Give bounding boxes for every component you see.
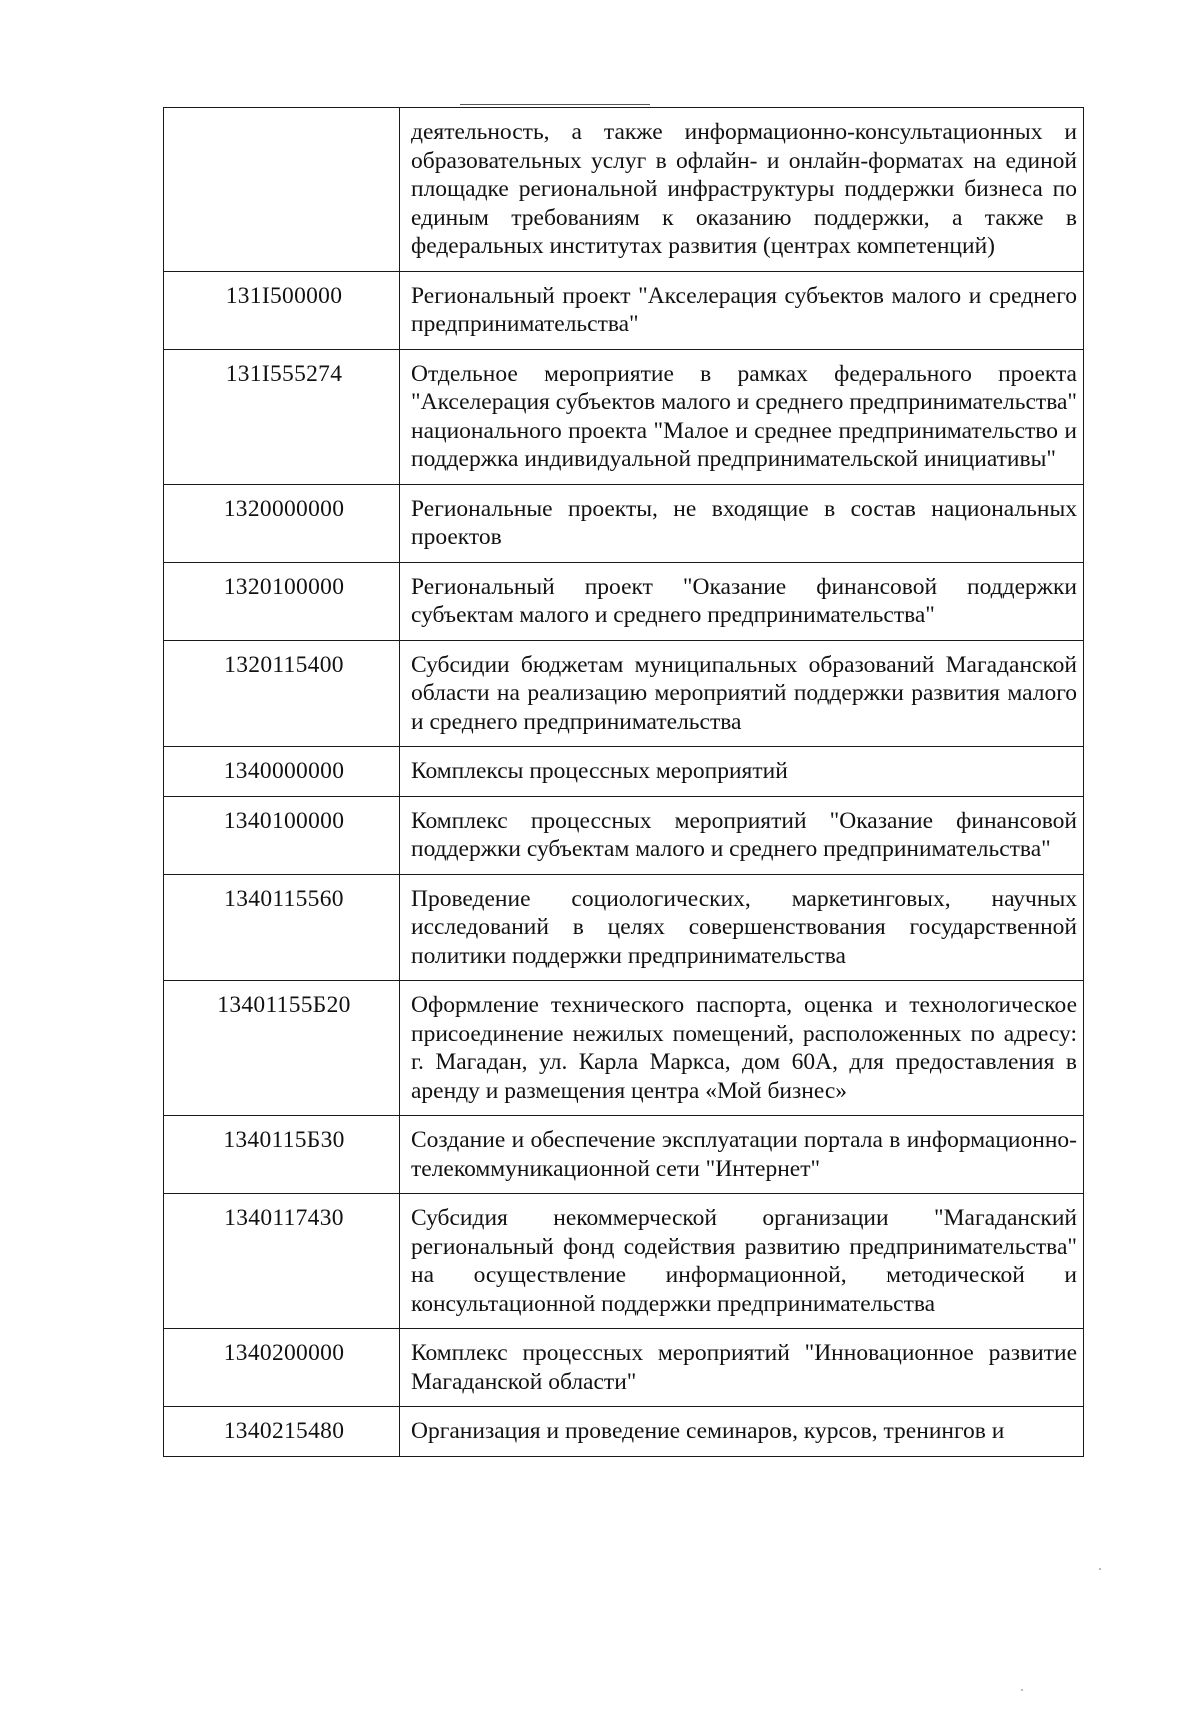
row-description: Комплексы процессных мероприятий — [400, 747, 1084, 797]
row-description: Региональный проект "Акселерация субъектов малого и среднего предпринимательства" — [400, 271, 1084, 349]
row-description: Проведение социологических, маркетинговых, научных исследований в целях совершенствования государственной политики поддержки предпринимательства — [400, 874, 1084, 981]
row-code: 1340100000 — [164, 796, 400, 874]
row-description: Региональные проекты, не входящие в состав национальных проектов — [400, 484, 1084, 562]
row-code — [164, 108, 400, 272]
table-row — [164, 747, 1084, 797]
scan-speck — [1099, 1568, 1101, 1570]
table-row — [164, 1116, 1084, 1194]
row-description: Комплекс процессных мероприятий "Оказание финансовой поддержки субъектам малого и среднего предпринимательства" — [400, 796, 1084, 874]
row-code: 131I500000 — [164, 271, 400, 349]
row-description: Комплекс процессных мероприятий "Инновационное развитие Магаданской области" — [400, 1329, 1084, 1407]
row-code: 1340117430 — [164, 1194, 400, 1329]
row-description: Отдельное мероприятие в рамках федерального проекта "Акселерация субъектов малого и среднего предпринимательства" национального проекта "Малое и среднее предпринимательство и поддержка индивидуальной предпринимательской инициативы" — [400, 349, 1084, 484]
row-description: Создание и обеспечение эксплуатации портала в информационно-телекоммуникационной сети "Интернет" — [400, 1116, 1084, 1194]
table-row — [164, 349, 1084, 484]
table-row — [164, 874, 1084, 981]
row-code: 131I555274 — [164, 349, 400, 484]
row-description: деятельность, а также информационно-консультационных и образовательных услуг в офлайн- и онлайн-форматах на единой площадке региональной инфраструктуры поддержки бизнеса по единым требованиям к оказанию поддержки, а также в федеральных институтах развития (центрах компетенций) — [400, 108, 1084, 272]
row-code: 1340115560 — [164, 874, 400, 981]
table-row — [164, 1407, 1084, 1457]
row-code: 1320100000 — [164, 562, 400, 640]
budget-codes-table — [163, 107, 1084, 1457]
table-row — [164, 108, 1084, 272]
row-code: 1320000000 — [164, 484, 400, 562]
row-description: Субсидии бюджетам муниципальных образований Магаданской области на реализацию мероприятий поддержки развития малого и среднего предпринимательства — [400, 640, 1084, 747]
row-description: Оформление технического паспорта, оценка и технологическое присоединение нежилых помещений, расположенных по адресу: г. Магадан, ул. Карла Маркса, дом 60А, для предоставления в аренду и размещения центра «Мой бизнес» — [400, 981, 1084, 1116]
table-row — [164, 981, 1084, 1116]
table-row — [164, 484, 1084, 562]
row-code: 1340215480 — [164, 1407, 400, 1457]
row-code: 1340115Б30 — [164, 1116, 400, 1194]
table-row — [164, 796, 1084, 874]
table-row — [164, 640, 1084, 747]
row-code: 13401155Б20 — [164, 981, 400, 1116]
table-row — [164, 1329, 1084, 1407]
table-row — [164, 562, 1084, 640]
row-code: 1340200000 — [164, 1329, 400, 1407]
row-description: Региональный проект "Оказание финансовой поддержки субъектам малого и среднего предпринимательства" — [400, 562, 1084, 640]
table-row — [164, 271, 1084, 349]
row-description: Субсидия некоммерческой организации "Магаданский региональный фонд содействия развитию предпринимательства" на осуществление информационной, методической и консультационной поддержки предпринимательства — [400, 1194, 1084, 1329]
row-description: Организация и проведение семинаров, курсов, тренингов и — [400, 1407, 1084, 1457]
scan-speck — [1021, 1689, 1023, 1691]
table-row — [164, 1194, 1084, 1329]
row-code: 1340000000 — [164, 747, 400, 797]
row-code: 1320115400 — [164, 640, 400, 747]
scan-top-line — [460, 104, 650, 105]
